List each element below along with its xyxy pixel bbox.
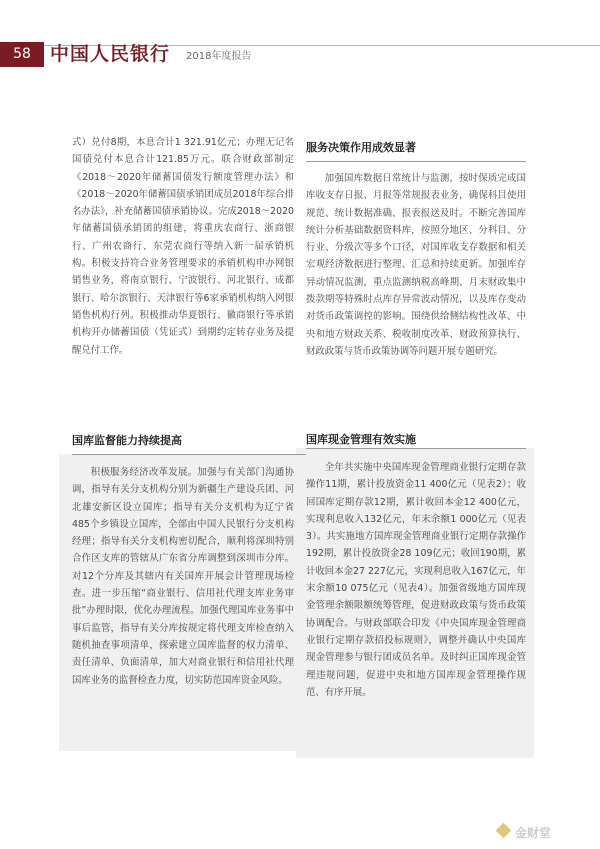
section-heading-cash-management: 国库现金管理有效实施 <box>306 433 416 446</box>
page-number: 58 <box>13 46 31 62</box>
heading-rule-left <box>72 454 306 455</box>
page-header <box>0 0 600 76</box>
left-column-lower <box>72 464 294 689</box>
watermark <box>498 824 588 840</box>
bank-logo-text: 中国人民银行 <box>50 43 171 65</box>
watermark-text: 金财堂 <box>515 826 552 840</box>
section-heading-decision-service: 服务决策作用成效显著 <box>306 141 416 154</box>
heading-rule-right-1 <box>306 161 526 162</box>
right-column-lower <box>306 459 526 701</box>
watermark-logo-icon <box>496 823 512 839</box>
left-column <box>72 134 294 359</box>
section-heading-treasury-supervision: 国库监督能力持续提高 <box>72 434 182 447</box>
heading-rule-right-2 <box>306 448 526 449</box>
left-paragraph-2: 积极服务经济改革发展。加强与有关部门沟通协调，指导有关分支机构分别为新疆生产建设兵团、河北雄安新区设立国库；指导有关分支机构为辽宁省485个乡镇设立国库，全部由中国人民银行分支机构经理；指导有关分支机构密切配合，顺利将深圳特别合作区支库的管辖从广东省分库调整到深圳市分库。对12个分库及其辖内有关国库开展会计管理现场检查。进一步压缩“商业银行、信用社代理支库业务审批”办理时限，优化办理流程。加强代理国库业务事中事后监管，指导有关分库按规定将代理支库检查纳入随机抽查事项清单，探索建立国库监督的权力清单、责任清单、负面清单，加大对商业银行和信用社代理国库业务的监督检查力度，切实防范国库资金风险。 <box>72 467 294 686</box>
right-paragraph-2: 全年共实施中央国库现金管理商业银行定期存款操作11期，累计投放资金11 400亿元（见表2）；收回国库定期存款12期，累计收回本金12 400亿元，实现利息收入132亿元，年末余额1 000亿元（见表3）。共实施地方国库现金管理商业银行定期存款操作192期，累计投放资金28 109亿元；收回190期，累计收回本金27 227亿元，实现利息收入167亿元，年末余额10 075亿元（见表4）。加强省级地方国库现金管理余额限额统筹管理，促进财政政策与货币政策协调配合。与财政部联合印发《中央国库现金管理商业银行定期存款招投标规则》，调整并确认中央国库现金管理参与银行团成员名单。及时纠正国库现金管理违规问题，促进中央和地方国库现金管理操作规范、有序开展。 <box>306 462 526 698</box>
report-title: 2018年度报告 <box>186 51 252 62</box>
right-paragraph-1: 加强国库数据日常统计与监测，按时保质完成国库收支存日报、月报等常规报表业务，确保科目使用规范、统计数据准确、报表报送及时。不断完善国库统计分析基础数据资料库，按照分地区、分科目、分行业、分级次等多个口径，对国库收支存数据和相关宏观经济数据进行整理、汇总和持续更新。加强库存异动情况监测，重点监测纳税高峰期、月末财政集中拨款期等特殊时点库存异常波动情况，以及库存变动对货币政策调控的影响。围绕供给侧结构性改革、中央和地方财政关系、税收制度改革、财政预算执行、财政政策与货币政策协调等问题开展专题研究。 <box>306 173 526 357</box>
left-paragraph-1: 式）兑付8期，本息合计1 321.91亿元；办理无记名国债兑付本息合计121.85万元。联合财政部制定《2018～2020年储蓄国债发行额度管理办法》和《2018～2020年储蓄国债承销团成员2018年综合排名办法》，补充储蓄国债承销协议。完成2018～2020年储蓄国债承销团的组建，将重庆农商行、浙商银行、广州农商行、东莞农商行等纳入新一届承销机构。积极支持符合业务管理要求的承销机构申办网银销售业务，将南京银行、宁波银行、河北银行、成都银行、哈尔滨银行、天津银行等6家承销机构纳入网银销售机构行列。积极推动华夏银行、徽商银行等承销机构开办储蓄国债（凭证式）到期约定转存业务及提醒兑付工作。 <box>72 137 294 356</box>
right-column-upper <box>306 170 526 360</box>
